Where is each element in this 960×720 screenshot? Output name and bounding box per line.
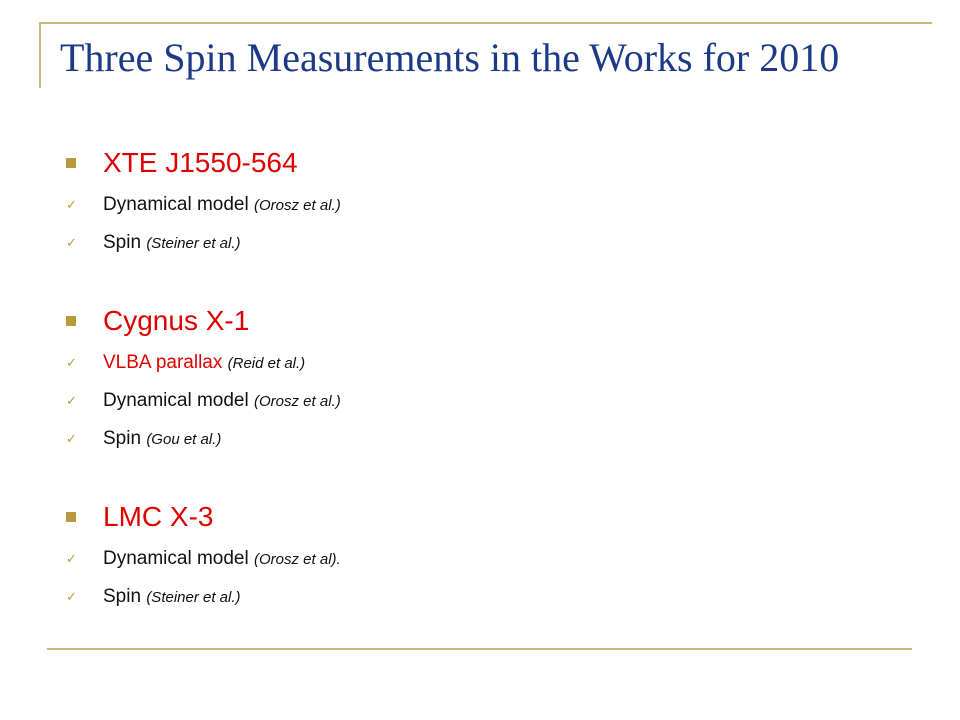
- item-citation: (Steiner et al.): [146, 589, 241, 606]
- section-xte-j1550: [66, 140, 926, 262]
- item-citation: (Orosz et al.): [254, 393, 341, 410]
- item-citation: (Reid et al.): [227, 355, 306, 372]
- list-item: [66, 344, 926, 382]
- section-heading: [66, 494, 926, 540]
- section-lmc-x3: [66, 494, 926, 616]
- checkmark-icon: ✓: [66, 393, 77, 408]
- square-bullet-icon: [66, 158, 76, 168]
- square-bullet-icon: [66, 512, 76, 522]
- section-cygnus-x1: [66, 298, 926, 458]
- item-text: Spin: [103, 586, 142, 607]
- section-heading-text: Cygnus X-1: [103, 305, 250, 336]
- section-heading-text: LMC X-3: [103, 501, 214, 532]
- checkmark-icon: ✓: [66, 431, 77, 446]
- section-heading-text: XTE J1550-564: [103, 147, 298, 178]
- list-item: [66, 420, 926, 458]
- checkmark-icon: ✓: [66, 589, 77, 604]
- list-item: [66, 186, 926, 224]
- checkmark-icon: ✓: [66, 197, 77, 212]
- item-text: Spin: [103, 232, 142, 253]
- checkmark-icon: ✓: [66, 551, 77, 566]
- item-text: Dynamical model: [103, 194, 249, 215]
- top-rule: [40, 22, 932, 24]
- item-text: Spin: [103, 428, 142, 449]
- bottom-rule: [47, 648, 912, 650]
- checkmark-icon: ✓: [66, 235, 77, 250]
- section-heading: [66, 140, 926, 186]
- slide-body: [66, 140, 926, 616]
- square-bullet-icon: [66, 316, 76, 326]
- list-item: [66, 540, 926, 578]
- item-citation: (Orosz et al).: [254, 551, 341, 568]
- item-text: Dynamical model: [103, 390, 249, 411]
- list-item: [66, 578, 926, 616]
- list-item: [66, 224, 926, 262]
- left-rule: [39, 22, 41, 88]
- section-heading: [66, 298, 926, 344]
- item-citation: (Orosz et al.): [254, 197, 341, 214]
- list-item: [66, 382, 926, 420]
- item-text: Dynamical model: [103, 548, 249, 569]
- checkmark-icon: ✓: [66, 355, 77, 370]
- item-citation: (Gou et al.): [146, 431, 222, 448]
- slide-title: Three Spin Measurements in the Works for 2010: [60, 35, 840, 80]
- item-citation: (Steiner et al.): [146, 235, 241, 252]
- item-text: VLBA parallax: [103, 352, 223, 373]
